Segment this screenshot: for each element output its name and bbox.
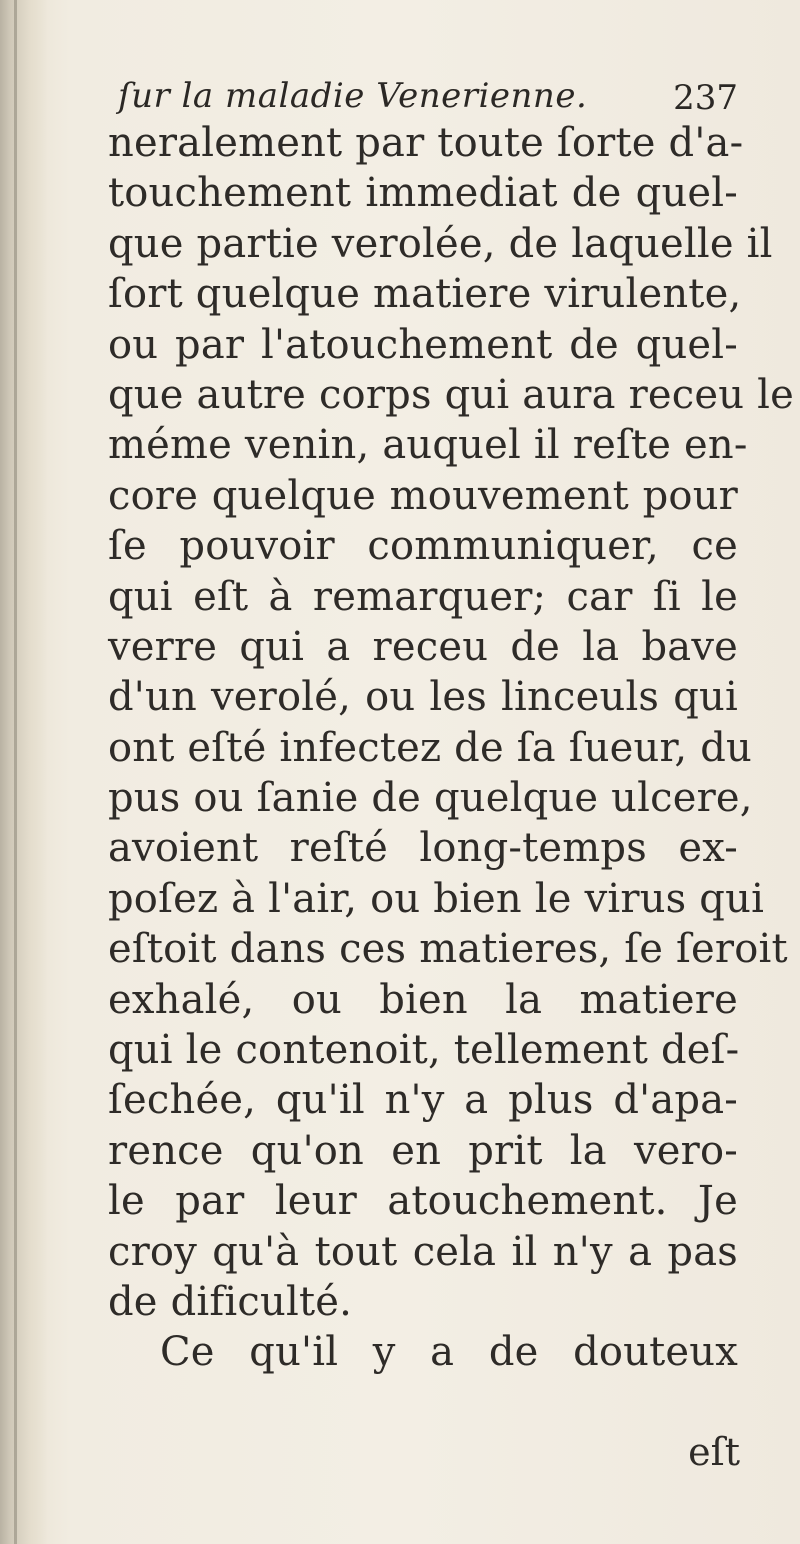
text-line: le par leur atouchement. Je: [108, 1178, 738, 1225]
text-line: d'un verolé, ou les linceuls qui: [108, 674, 738, 721]
text-line: qui le contenoit, tellement deſ-: [108, 1027, 740, 1074]
text-line: ont eſté infectez de ſa ſueur, du: [108, 724, 753, 771]
text-line: méme venin, auquel il reſte en-: [108, 422, 748, 469]
text-line: ou par l'atouchement de quel-: [108, 321, 738, 368]
binding-edge: [14, 0, 17, 1544]
text-line: ſechée, qu'il n'y a plus d'apa-: [108, 1077, 738, 1124]
text-line: avoient reſté long-temps ex-: [108, 825, 738, 872]
running-head: ſur la maladie Venerienne.: [118, 76, 588, 116]
page-number: 237: [673, 78, 738, 118]
text-line: touchement immediat de quel-: [108, 170, 738, 217]
page-gutter-shadow: [0, 0, 48, 1544]
text-line: neralement par toute ſorte d'a-: [108, 120, 744, 166]
text-line: ſort quelque matiere virulente,: [108, 271, 742, 318]
text-line: que autre corps qui aura receu le: [108, 371, 794, 418]
page-header: [118, 76, 738, 122]
text-line: de dificulté.: [108, 1278, 353, 1325]
text-line: eſtoit dans ces matieres, ſe ſeroit: [108, 926, 788, 973]
text-line: verre qui a receu de la bave: [108, 623, 738, 670]
text-line: croy qu'à tout cela il n'y a pas: [108, 1228, 738, 1275]
text-line: poſez à l'air, ou bien le virus qui: [108, 875, 765, 922]
text-line: Ce qu'il y a de douteux: [160, 1329, 738, 1376]
text-line: ſe pouvoir communiquer, ce: [108, 523, 738, 570]
text-line: core quelque mouvement pour: [108, 472, 738, 519]
text-line: rence qu'on en prit la vero-: [108, 1127, 738, 1174]
text-line: exhalé, ou bien la matiere: [108, 976, 738, 1023]
text-line: que partie verolée, de laquelle il: [108, 220, 773, 267]
body-text: [108, 118, 794, 1378]
text-line: qui eſt à remarquer; car ſi le: [108, 573, 738, 620]
catchword: eſt: [688, 1430, 740, 1474]
text-line: pus ou ſanie de quelque ulcere,: [108, 775, 753, 822]
